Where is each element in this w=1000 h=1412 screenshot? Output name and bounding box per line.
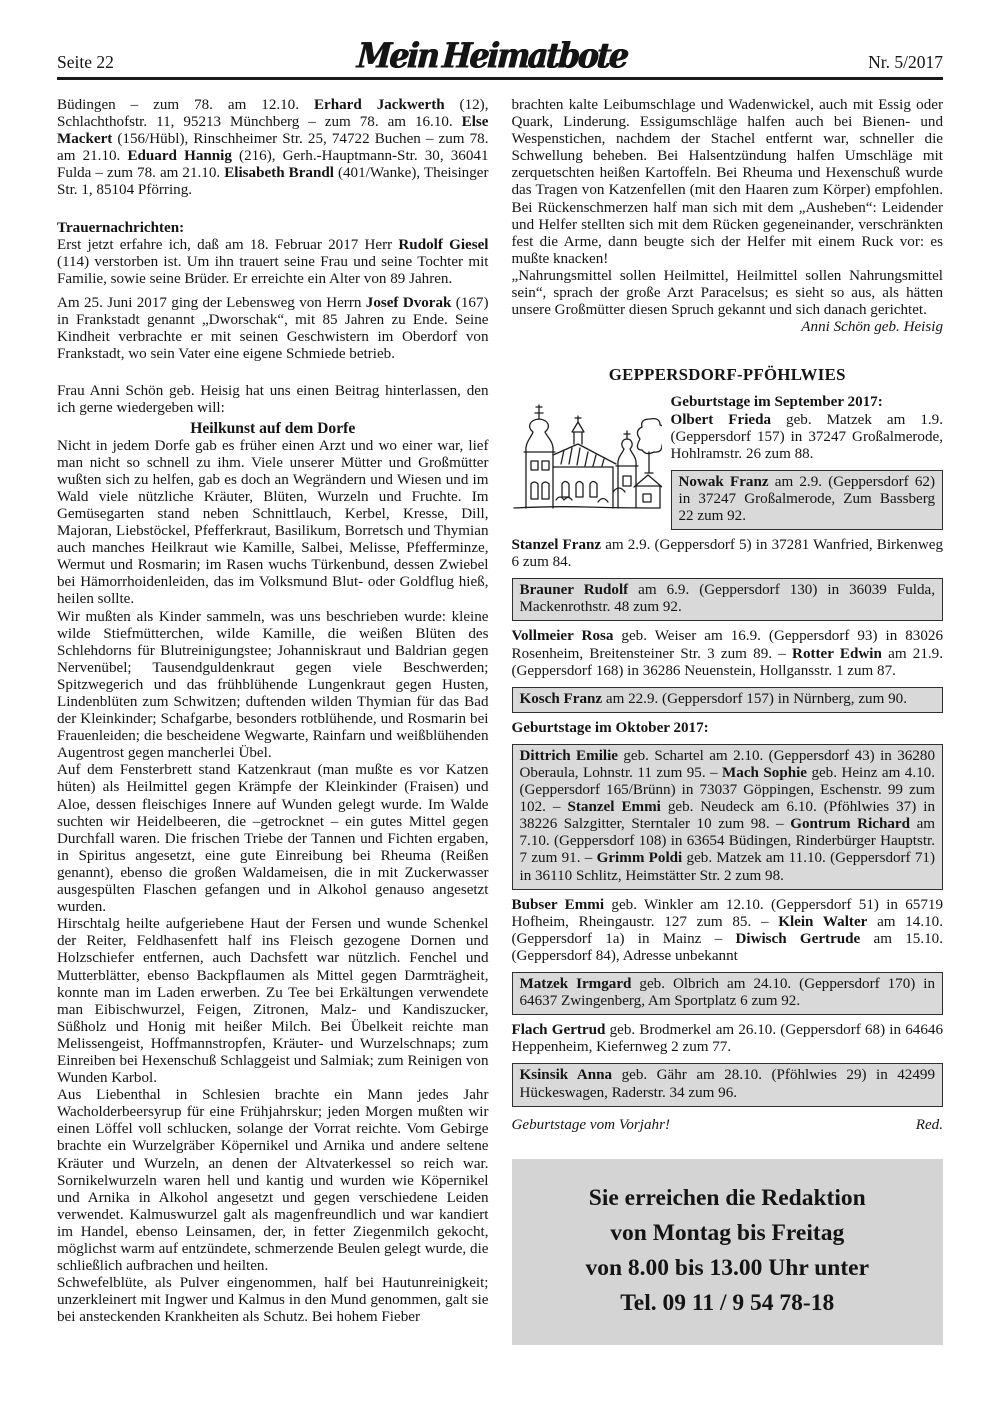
article-paragraph-2: Wir mußten als Kinder sammeln, was uns beschrieben wurde: kleine wilde Stiefmütterchen, wilde Kamille, die weißen Blüten des Schlehdorns für Blutreinigungstee; Johanniskraut und Baldrian gegen Nervenübel; Tausendguldenkraut gegen viele Beschwerden; Spitzwegerich und das frühblühende Lungenkraut gegen Husten, Lindenblüten zum Schwitzen; duftenden wilden Thymian für das Bad der Kleinkinder; Schafgarbe, besonders rotblühende, und Rosmarin bei Frauenleiden; die bescheidene Wegwarte, Rainfarn und weißblühenden Augentrost gegen mancherlei Übel. [57,608,489,762]
birthday-entry-nowak-box [671,470,944,530]
redaktion-line-1: Sie erreichen die Redaktion [588,1184,866,1211]
article-title: Heilkunst auf dem Dorfe [190,419,356,437]
october-heading: Geburtstage im Oktober 2017: [511,719,709,736]
issue-number: Nr. 5/2017 [868,52,943,72]
redaktion-line-2: von Montag bis Freitag [610,1219,845,1246]
article-paragraph-continued: brachten kalte Leibumschlage und Wadenwickel, auch mit Essig oder Quark, Linderung. Essigumschläge halfen auch bei Bienen- und Wespenstichen, nachdem der Stachel entfernt war, schneller die Schwellung beheben. Bei Halsentzündung halfen Umschläge mit zerquetschten heißen Kartoffeln. Bei Rheuma und Hexenschuß wurde das Tragen von Katzenfellen (mit den Haaren zum Körper) empfohlen. Bei Rückenschmerzen half man sich mit dem „Ausheben“: Leidender und Helfer stellten sich mit dem Rücken gegeneinander, verschränkten fest die Arme, dann beugte sich der Helfer mit einem Ruck vor: es mußte knacken! [511,97,943,267]
right-column [512,97,944,1345]
page-number: Seite 22 [57,52,114,72]
article-paragraph-5: Aus Liebenthal in Schlesien brachte ein Mann jedes Jahr Wacholderbeersyrup für eine Frühjahrskur; jeden Morgen mußten wir einen Löffel voll schlucken, solange der Vorrat reichte. Vom Gebirge brachte ein Wurzelgräber Köpernikel und Arnika und andere seltene Kräuter und Wurzeln, an denen der Altvaterkessel so reich war. Sornikelwurzeln waren hell und kantig und wurden wie Köpernikel und Arnika in Alkohol angesetzt und gegen verschiedene Leiden verwendet. Kalmuswurzel galt als magenfreundlich und war kandiert im Handel, ebenso Leinsamen, der, in fetter Ziegenmilch gekocht, möglichst warm auf entzündete, schmerzende Beulen gelegt wurde, die schließlich aufbrachen und heilten. [57,1087,489,1275]
obituaries-heading: Trauernachrichten: [57,219,185,236]
birthday-entry-october-box [512,744,944,890]
obituary-dvorak: Am 25. Juni 2017 ging der Lebensweg von Herrn Josef Dvorak (167) in Frankstadt genannt „Dworschak“, mit 85 Jahren zu Ende. Seine Kindheit verbrachte er mit seinen Geschwistern im Oberdorf von Frankstadt, wo sein Vater eine eigene Schmiede betrieb. [57,294,489,363]
birthday-entry-brauner-box [512,578,944,621]
birthday-entry-nowak: Nowak Franz am 2.9. (Geppersdorf 62) in 37247 Großalmerode, Zum Bassberg 22 zum 92. [678,473,935,524]
left-column [57,97,489,1345]
birthday-entry-vollmeier-rotter: Vollmeier Rosa geb. Weiser am 16.9. (Geppersdorf 93) in 83026 Rosenheim, Breitensteiner Str. 3 zum 89. – Rotter Edwin am 21.9. (Geppersdorf 168) in 36286 Neuenstein, Hollgansstr. 1 zum 87. [511,628,943,679]
article-paragraph-4: Hirschtalg heilte aufgeriebene Haut der Fersen und wunde Schenkel der Reiter, Feldhasenfett half ins Fleisch gezogene Dornen und Holzschiefer entfernen, auch Dachsfett war nützlich. Fenchel und Mutterblätter, ebenso Backpflaumen als Mittel gegen Darmträgheit, konnte man im Laden erwerben. Zu Tee bei Erkältungen verwendete man Eibischwurzel, Feigen, Zitronen, Malz- und Kandiszucker, Süßholz und Honig mit heißer Milch. Bei Übelkeit reichte man Melissengeist, Hoffmannstropfen, Kräuter- und Wurzelschnaps; zum Einreiben bei Hexenschuß Schlaggeist und Salmiak; zum Reinigen von Wunden Karbol. [57,916,489,1087]
birthday-entry-ksinsik-box [512,1063,944,1106]
header-rule [57,77,943,80]
article-paragraph-6: Schwefelblüte, als Pulver eingenommen, half bei Hautunreinigkeit; unzerkleinert mit Ingwer und Kalmus in den Mund genommen, galt sie bei ansteckenden Krankheiten als Schutz. Bei hohem Fieber [57,1275,489,1326]
birthday-entry-matzek-box [512,972,944,1015]
masthead-title: Mein Heimatbote [356,35,629,77]
birthday-entry-brauner: Brauner Rudolf am 6.9. (Geppersdorf 130) in 36039 Fulda, Mackenrothstr. 48 zum 92. [519,582,935,616]
september-block [512,394,944,530]
article-intro: Frau Anni Schön geb. Heisig hat uns einen Beitrag hinterlassen, den ich gerne wiedergeben will: [57,383,489,417]
obituary-giesel: Erst jetzt erfahre ich, daß am 18. Februar 2017 Herr Rudolf Giesel (114) verstorben ist. Um ihn trauert seine Frau und seine Tochter mit Familie, sowie seine Brüder. Er erreichte ein Alter von 89 Jahren. [57,236,489,287]
redaktion-phone: Tel. 09 11 / 9 54 78-18 [620,1289,835,1316]
birthday-entry-matzek: Matzek Irmgard geb. Olbrich am 24.10. (Geppersdorf 170) in 64637 Zwingenberg, Am Sportplatz 6 zum 92. [519,976,935,1010]
article-paragraph-3: Auf dem Fensterbrett stand Katzenkraut (man mußte es vor Katzen hüten) als Heilmittel gegen Krämpfe der Kleinkinder (Fraisen) und Aloe, dessen fleischiges Innere auf Wunden gelegt wurde. Im Walde suchten wir Heidelbeeren, die –getrocknet – ein gutes Mittel gegen Durchfall waren. Die frischen Triebe der Tannen und Fichten ergaben, in Spiritus angesetzt, eine gute Einreibung bei Rheuma (Reißen genannt), ebenso die großen Waldameisen, die in mit Zuckerwasser ausgespülten Flaschen gefangen und in Alkohol genauso angesetzt wurden. [57,762,489,916]
redaktion-line-3: von 8.00 bis 13.00 Uhr unter [585,1254,870,1281]
birthday-entry-ksinsik: Ksinsik Anna geb. Gähr am 28.10. (Pföhlwies 29) in 42499 Hückeswagen, Raderstr. 34 zum 96. [519,1067,935,1101]
birthday-entry-flach: Flach Gertrud geb. Brodmerkel am 26.10. (Geppersdorf 68) in 64646 Heppenheim, Kiefernweg 2 zum 77. [511,1022,943,1056]
article-paragraph-quote: „Nahrungsmittel sollen Heilmittel, Heilmittel sollen Nahrungsmittel sein“, sprach der große Arzt Paracelsus; es sieht so aus, als hätten unsere Großmütter diesen Spruch gekannt und sich danach gerichtet. [511,267,943,319]
birthday-entry-olbert: Olbert Frieda geb. Matzek am 1.9. (Geppersdorf 157) in 37247 Großalmerode, Hohlramstr. 26 zum 88. [670,411,944,462]
september-entries [671,394,944,530]
section-heading-geppersdorf: GEPPERSDORF-PFÖHLWIES [608,365,846,385]
editor-signature: Red. [915,1116,943,1133]
previous-year-note: Geburtstage vom Vorjahr! [511,1116,670,1133]
redaktion-contact-box [512,1159,944,1345]
birthday-entry-bubser-group: Bubser Emmi geb. Winkler am 12.10. (Geppersdorf 51) in 65719 Hofheim, Rheingaustr. 127 zum 85. – Klein Walter am 14.10. (Geppersdorf 1a) in Mainz – Diwisch Gertrude am 15.10. (Geppersdorf 84), Adresse unbekannt [511,896,943,964]
previous-year-row [512,1117,944,1134]
article-paragraph-1: Nicht in jedem Dorfe gab es früher einen Arzt und wo einer war, lief man nicht so schnell zu ihm. Viele unserer Mütter und Großmütter wußten sich zu helfen, gab es doch an Wegrändern und Wiesen und im Wald viele nützliche Kräuter, Blüten, Wurzeln und Fruchte. Im Gemüsegarten stand neben Schnittlauch, Kerbel, Kresse, Dill, Majoran, Liebstöckel, Pfefferkraut, Basilikum, Borretsch und Thymian auch manches Heilkraut wie Kamille, Salbei, Melisse, Pfefferminze, Wermut und Rosmarin; im Rasen wuchs Türkenbund, dessen Zwiebel bei Hämorrhoidenleiden, das im Volksmund Blut- oder Goldflug hieß, heilen sollte. [57,437,489,608]
birthday-entry-kosch-box [512,687,944,713]
birthday-entry-stanzel: Stanzel Franz am 2.9. (Geppersdorf 5) in 37281 Wanfried, Birkenweg 6 zum 84. [511,537,943,571]
page-header [57,30,943,77]
page-body [57,97,943,1345]
september-heading: Geburtstage im September 2017: [670,394,883,411]
birthday-entry-continued: Büdingen – zum 78. am 12.10. Erhard Jackwerth (12), Schlachthofstr. 11, 95213 Münchberg – zum 78. am 16.10. Else Mackert (156/Hübl), Rinschheimer Str. 25, 74722 Buchen – zum 78. am 21.10. Eduard Hannig (216), Gerh.-Hauptmann-Str. 30, 36041 Fulda – zum 78. am 21.10. Elisabeth Brandl (401/Wanke), Theisinger Str. 1, 85104 Pförring. [57,97,489,199]
village-church-illustration [512,394,662,514]
birthday-entry-kosch: Kosch Franz am 22.9. (Geppersdorf 157) in Nürnberg, zum 90. [519,690,907,707]
birthday-entry-dittrich-group: Dittrich Emilie geb. Schartel am 2.10. (Geppersdorf 43) in 36280 Oberaula, Lohnstr. 11 zum 95. – Mach Sophie geb. Heinz am 4.10. (Geppersdorf 165/Brünn) in 73037 Göppingen, Eschenstr. 99 zum 102. – Stanzel Emmi geb. Neudeck am 6.10. (Pföhlwies 37) in 38226 Salzgitter, Sterntaler 10 zum 98. – Gontrum Richard am 7.10. (Geppersdorf 108) in 63654 Büdingen, Rinderbürger Hauptstr. 7 zum 91. – Grimm Poldi geb. Matzek am 11.10. (Geppersdorf 71) in 36110 Schlitz, Heimstätter Str. 2 zum 98. [519,747,936,884]
author-byline: Anni Schön geb. Heisig [801,319,943,336]
